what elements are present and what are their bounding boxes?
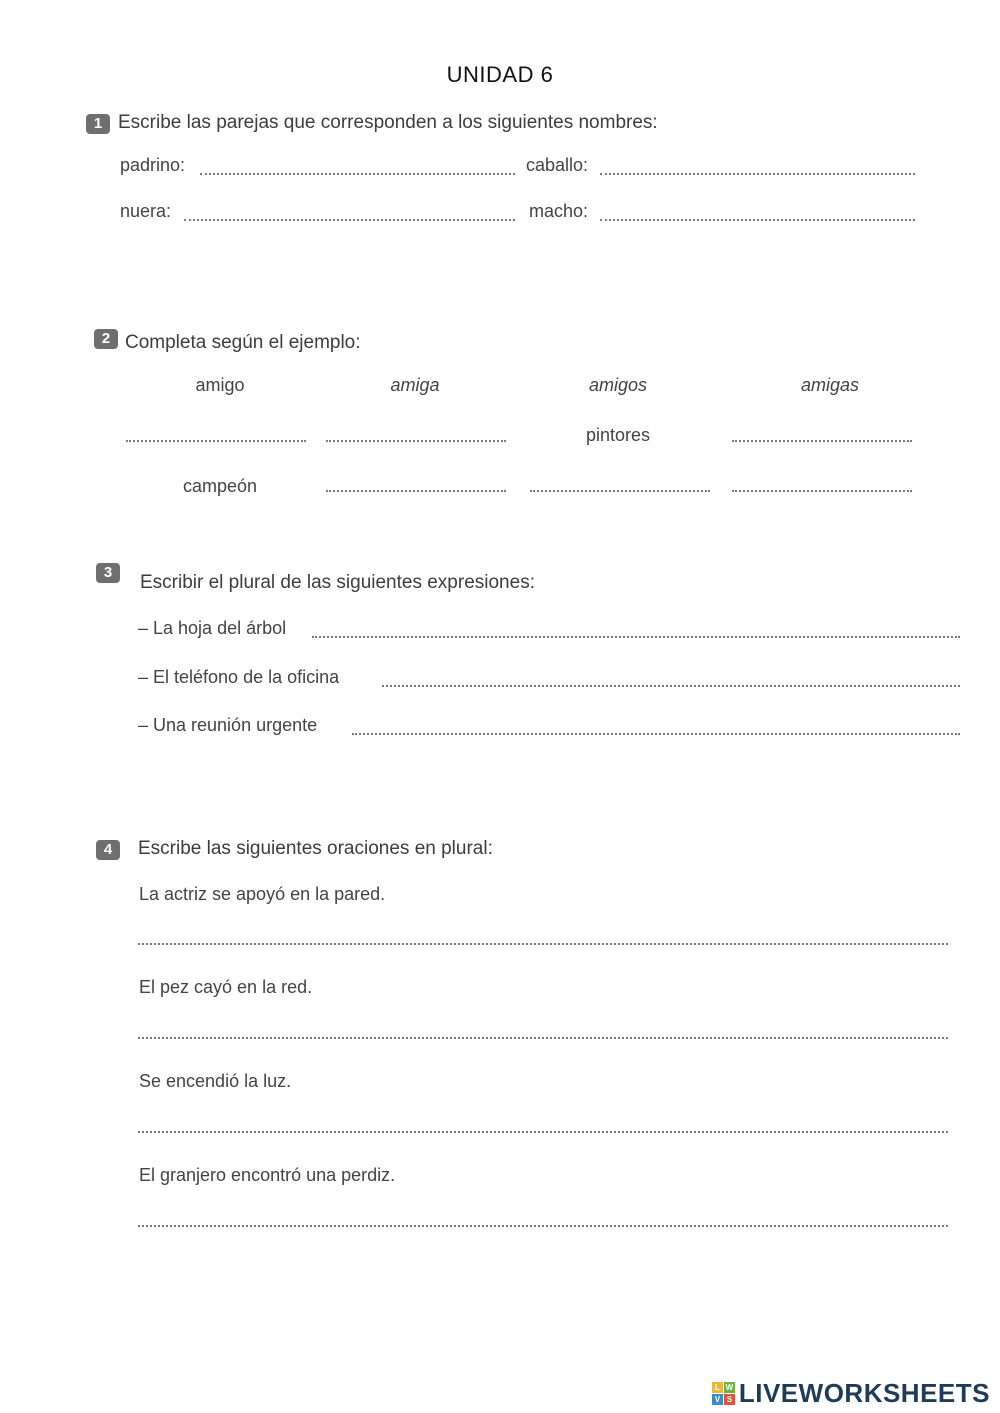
ex1-label-macho: macho: bbox=[529, 201, 589, 221]
exercise-2-instruction: Completa según el ejemplo: bbox=[125, 332, 361, 353]
exercise-1-badge: 1 bbox=[86, 114, 110, 134]
ex4-answer-3[interactable] bbox=[138, 1131, 948, 1133]
ex2-answer-r3-c4[interactable] bbox=[732, 490, 912, 492]
ex1-answer-nuera[interactable] bbox=[184, 219, 515, 221]
ex1-label-nuera: nuera: bbox=[120, 201, 172, 221]
ex4-sentence-4: El granjero encontró una perdiz. bbox=[139, 1165, 396, 1185]
ex2-answer-r2-c2[interactable] bbox=[326, 440, 506, 442]
ex2-answer-r3-c2[interactable] bbox=[326, 490, 506, 492]
ex2-given-pintores: pintores bbox=[585, 425, 651, 445]
ex3-answer-2[interactable] bbox=[382, 685, 960, 687]
ex1-answer-padrino[interactable] bbox=[200, 173, 515, 175]
ex4-sentence-2: El pez cayó en la red. bbox=[139, 977, 313, 997]
ex2-answer-r3-c3[interactable] bbox=[530, 490, 710, 492]
logo-grid-cell: V bbox=[712, 1394, 723, 1405]
exercise-2-badge: 2 bbox=[94, 329, 118, 349]
ex1-answer-caballo[interactable] bbox=[600, 173, 915, 175]
exercise-3-instruction: Escribir el plural de las siguientes expresiones: bbox=[140, 572, 535, 593]
ex2-answer-r2-c1[interactable] bbox=[126, 440, 306, 442]
ex2-example-fem-plur: amigas bbox=[800, 375, 860, 395]
logo-grid-icon bbox=[712, 1382, 735, 1405]
ex3-item-telefono: – El teléfono de la oficina bbox=[138, 667, 340, 687]
logo-grid-cell: S bbox=[724, 1394, 735, 1405]
ex1-label-padrino: padrino: bbox=[120, 155, 186, 175]
logo-grid-cell: L bbox=[712, 1382, 723, 1393]
ex3-item-hoja: – La hoja del árbol bbox=[138, 618, 287, 638]
logo-text: LIVEWORKSHEETS bbox=[738, 1378, 990, 1408]
ex2-example-fem-sing: amiga bbox=[390, 375, 440, 395]
exercise-1-instruction: Escribe las parejas que corresponden a los siguientes nombres: bbox=[118, 112, 658, 133]
ex2-given-campeon: campeón bbox=[182, 476, 258, 496]
ex2-example-masc-plur: amigos bbox=[588, 375, 648, 395]
page-title: UNIDAD 6 bbox=[446, 62, 554, 87]
ex4-answer-4[interactable] bbox=[138, 1225, 948, 1227]
ex1-label-caballo: caballo: bbox=[526, 155, 589, 175]
exercise-4-badge: 4 bbox=[96, 840, 120, 860]
ex3-item-reunion: – Una reunión urgente bbox=[138, 715, 318, 735]
ex4-answer-1[interactable] bbox=[138, 943, 948, 945]
ex2-answer-r2-c4[interactable] bbox=[732, 440, 912, 442]
ex4-sentence-1: La actriz se apoyó en la pared. bbox=[139, 884, 386, 904]
logo-grid-cell: W bbox=[725, 1383, 734, 1392]
ex2-example-masc-sing: amigo bbox=[195, 375, 245, 395]
ex3-answer-3[interactable] bbox=[352, 733, 960, 735]
exercise-3-badge: 3 bbox=[96, 563, 120, 583]
ex3-answer-1[interactable] bbox=[312, 636, 960, 638]
exercise-4-instruction: Escribe las siguientes oraciones en plural: bbox=[138, 838, 493, 859]
ex4-answer-2[interactable] bbox=[138, 1037, 948, 1039]
liveworksheets-logo bbox=[712, 1378, 990, 1409]
ex4-sentence-3: Se encendió la luz. bbox=[139, 1071, 292, 1091]
ex1-answer-macho[interactable] bbox=[600, 219, 915, 221]
